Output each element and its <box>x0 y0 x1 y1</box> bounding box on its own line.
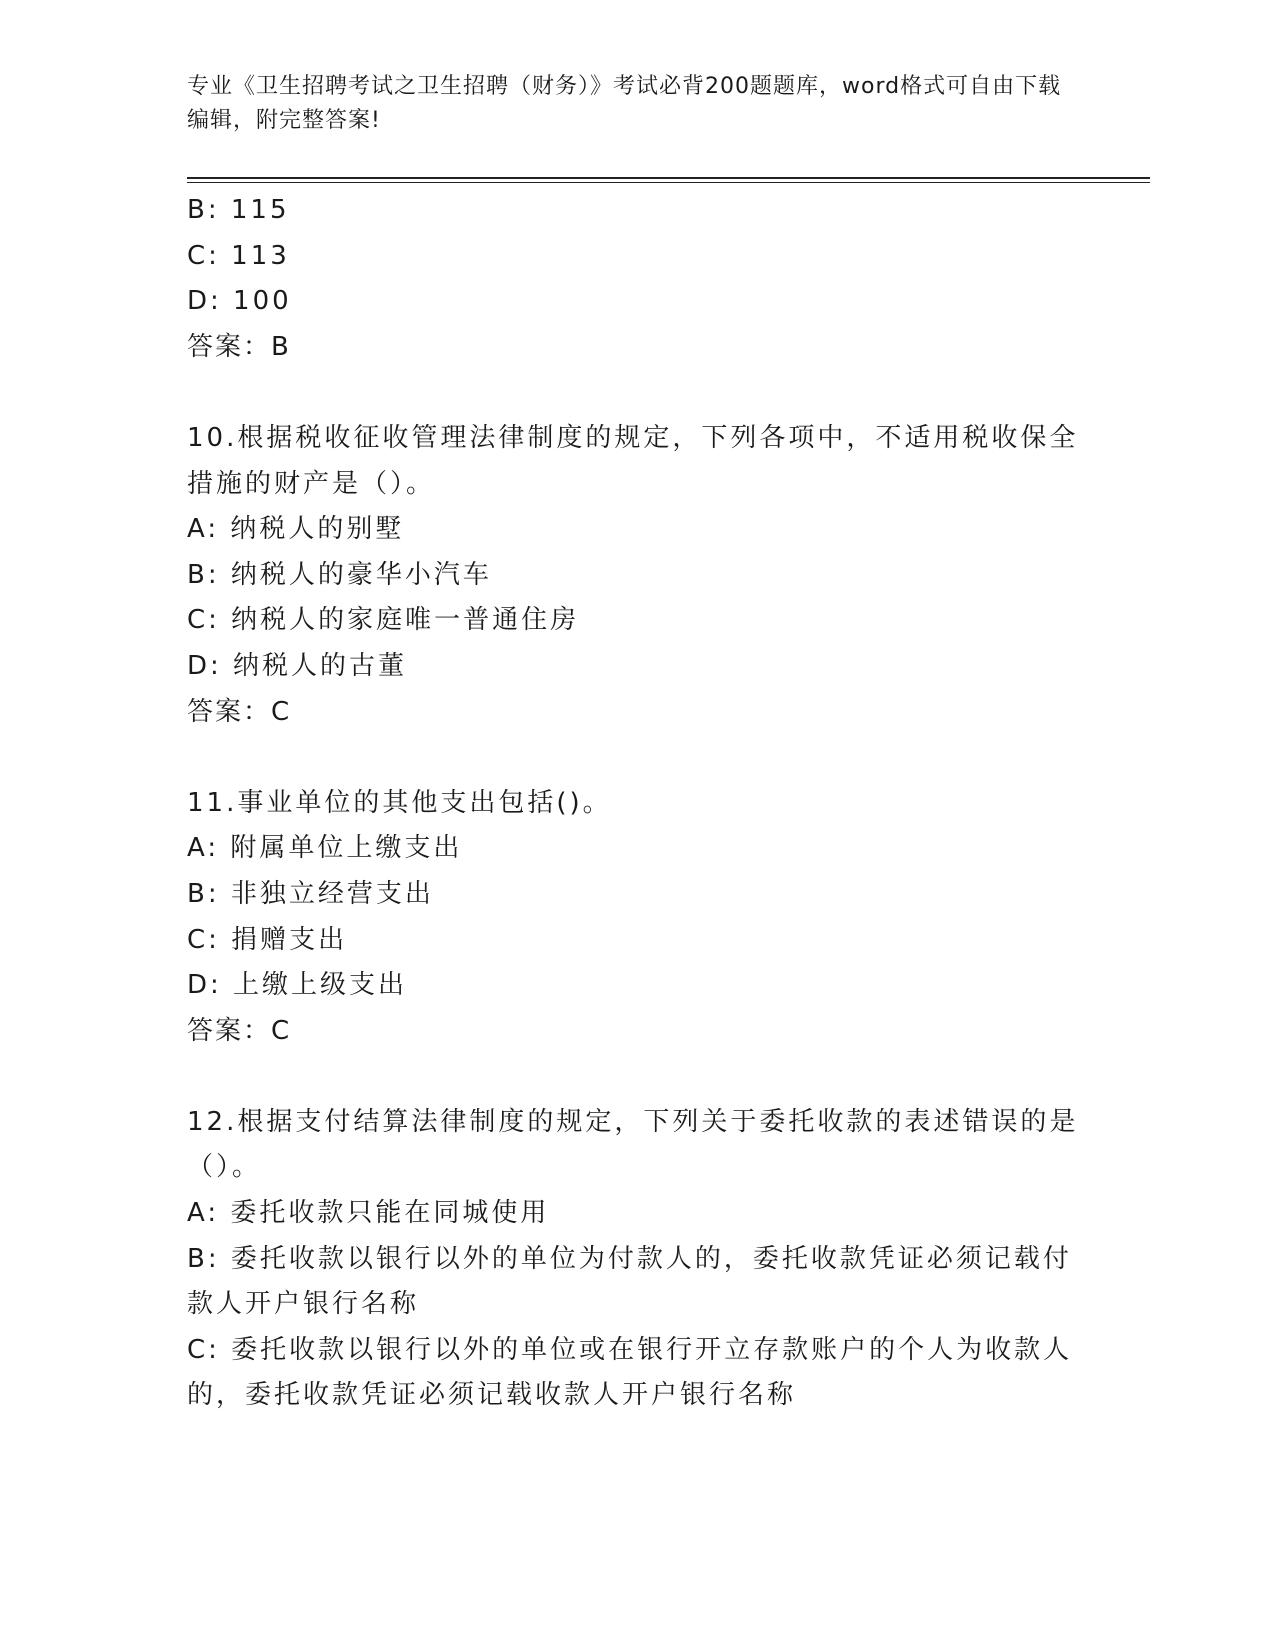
option-d: D: 100 <box>187 286 292 317</box>
question-content <box>187 188 1087 1419</box>
option-c: C: 捐赠支出 <box>187 924 348 955</box>
option-a: A: 委托收款只能在同城使用 <box>187 1198 550 1229</box>
question-10-stem: 10.根据税收征收管理法律制度的规定，下列各项中，不适用税收保全 <box>187 422 1079 453</box>
option-c: C: 纳税人的家庭唯一普通住房 <box>187 605 580 636</box>
question-10-stem-cont: 措施的财产是（）。 <box>187 468 436 499</box>
spacer <box>187 1054 1087 1100</box>
option-d: D: 上缴上级支出 <box>187 970 408 1001</box>
option-d: D: 纳税人的古董 <box>187 650 408 681</box>
question-11-stem: 11.事业单位的其他支出包括()。 <box>187 787 612 818</box>
option-b: B: 委托收款以银行以外的单位为付款人的，委托收款凭证必须记载付 <box>187 1243 1072 1274</box>
option-b-cont: 款人开户银行名称 <box>187 1289 420 1320</box>
question-12-stem: 12.根据支付结算法律制度的规定，下列关于委托收款的表述错误的是 <box>187 1106 1079 1137</box>
option-a: A: 附属单位上缴支出 <box>187 833 463 864</box>
option-c: C: 委托收款以银行以外的单位或在银行开立存款账户的个人为收款人 <box>187 1334 1073 1365</box>
document-header: 专业《卫生招聘考试之卫生招聘（财务）》考试必背200题题库，word格式可自由下载编辑，附完整答案! <box>187 74 1062 133</box>
option-c: C: 113 <box>187 240 290 271</box>
spacer <box>187 735 1087 781</box>
answer: 答案：C <box>187 696 292 727</box>
answer: 答案：B <box>187 331 291 362</box>
header-rule-thin <box>187 182 1150 183</box>
question-12-stem-cont: （）。 <box>187 1152 262 1183</box>
option-c-cont: 的，委托收款凭证必须记载收款人开户银行名称 <box>187 1380 797 1411</box>
option-b: B: 115 <box>187 195 290 225</box>
header-rule-thick <box>187 177 1150 179</box>
answer: 答案：C <box>187 1015 292 1046</box>
option-a: A: 纳税人的别墅 <box>187 514 405 545</box>
option-b: B: 纳税人的豪华小汽车 <box>187 559 492 590</box>
option-b: B: 非独立经营支出 <box>187 878 434 909</box>
spacer <box>187 370 1087 416</box>
